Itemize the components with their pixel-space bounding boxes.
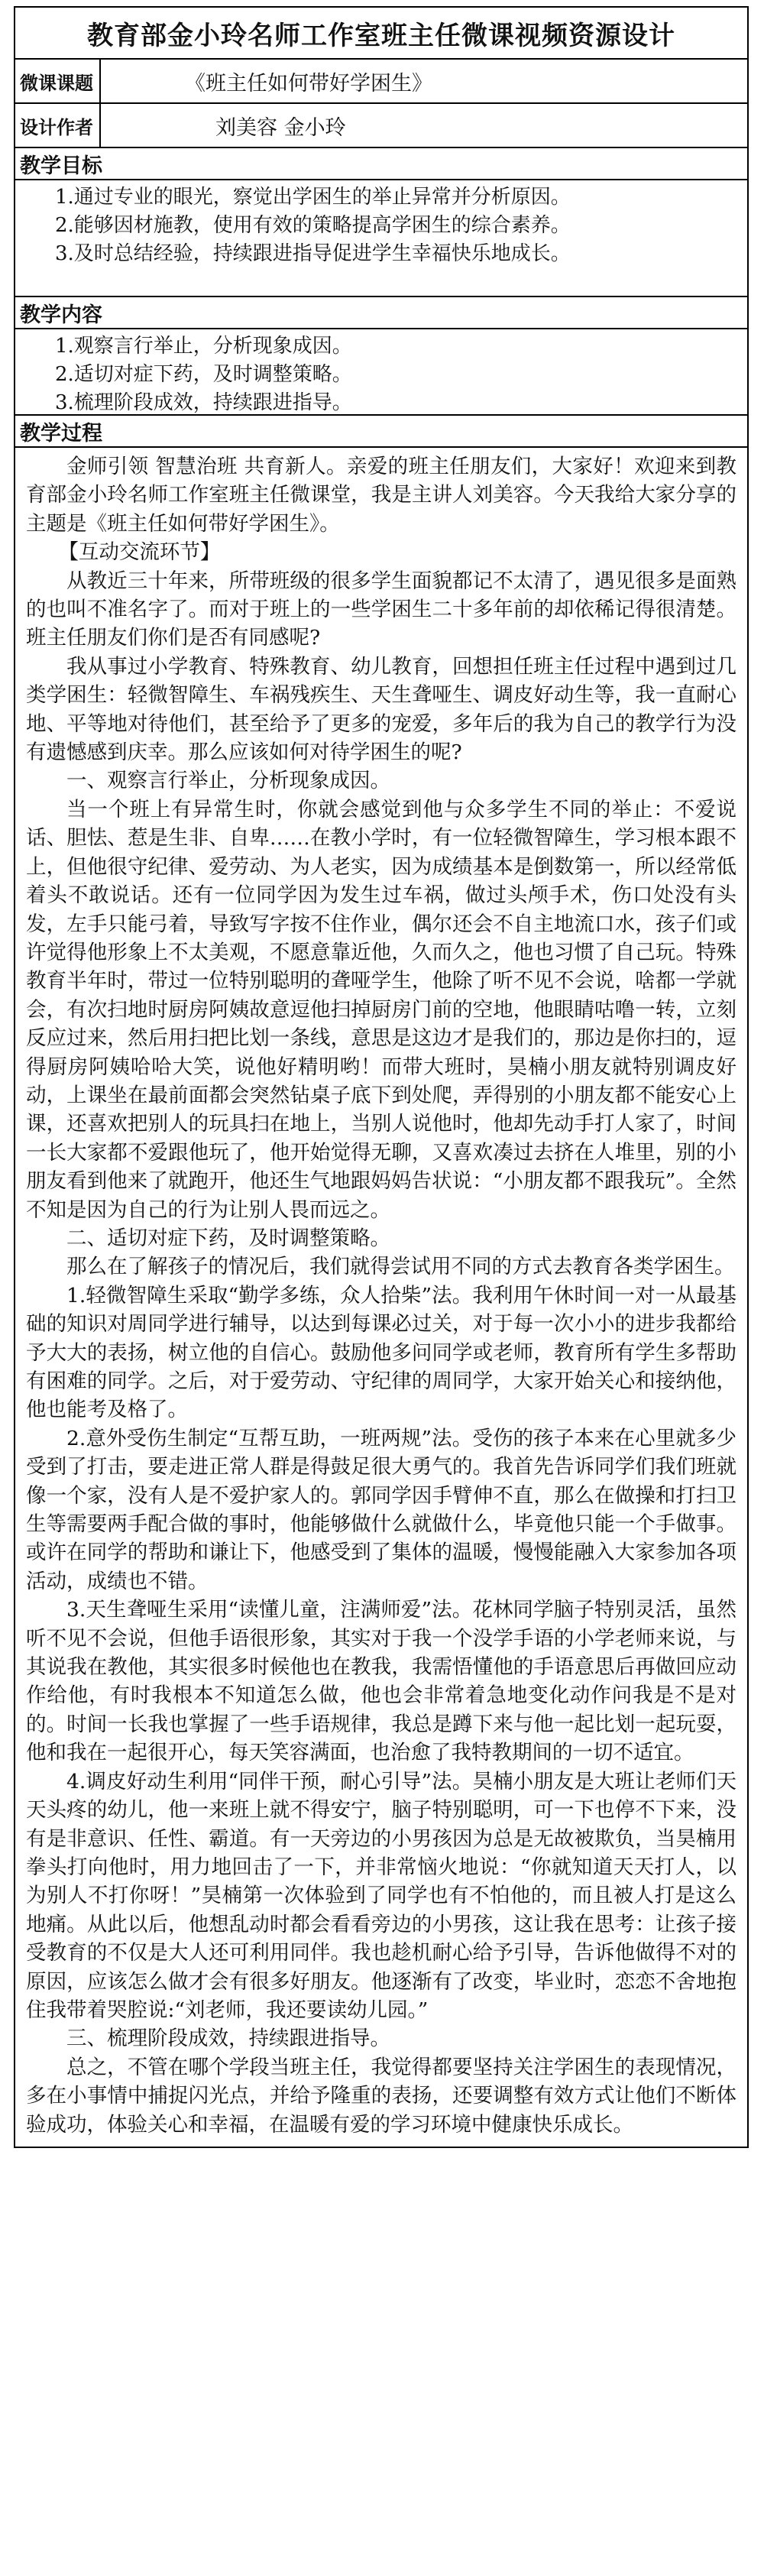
intro-paragraph: 金师引领 智慧治班 共育新人。亲爱的班主任朋友们，大家好！欢迎来到教育部金小玲名师工作室班主任微课堂，我是主讲人刘美容。今天我给大家分享的主题是《班主任如何带好学困生》。: [26, 455, 736, 536]
strategy-paragraph: 1.轻微智障生采取“勤学多练，众人拾柴”法。我利用午休时间一对一从最基础的知识对周同学进行辅导，以达到每课必过关，对于每一次小小的进步我都给予大大的表扬，树立他的自信心。鼓励他多问同学或老师，教育所有学生多帮助有困难的同学。之后，对于爱劳动、守纪律的周同学，大家开始关心和接纳他，他也能考及格了。: [26, 1283, 736, 1422]
content-item: 3.梳理阶段成效，持续跟进指导。: [55, 391, 352, 414]
course-row: [15, 60, 747, 104]
content-list: [15, 329, 747, 422]
goal-item: 2.能够因材施教，使用有效的策略提高学困生的综合素养。: [55, 214, 571, 237]
content-heading: 教学内容: [15, 297, 747, 329]
process-body: [15, 448, 747, 2147]
goals-heading: 教学目标: [15, 148, 747, 180]
strategy-paragraph: 3.天生聋哑生采用“读懂儿童，注满师爱”法。花林同学脑子特别灵活，虽然听不见不会说，但他手语很形象，其实对于我一个没学手语的小学老师来说，与其说我在教他，其实很多时候他也在教我，我需悟懂他的手语意思后再做回应动作给他，有时我根本不知道怎么做，他也会非常着急地变化动作问我是不是对的。时间一长我也掌握了一些手语规律，我总是蹲下来与他一起比划一起玩耍，他和我在一起很开心，每天笑容满面，也治愈了我特教期间的一切不适宜。: [26, 1598, 736, 1765]
content-item: 1.观察言行举止，分析现象成因。: [55, 335, 352, 358]
body-paragraph: 我从事过小学教育、特殊教育、幼儿教育，回想担任班主任过程中遇到过几类学困生：轻微智障生、车祸残疾生、天生聋哑生、调皮好动生等，我一直耐心地、平等地对待他们，甚至给予了更多的宠爱，多年后的我为自己的教学行为没有遗憾感到庆幸。那么应该如何对待学困生的呢?: [26, 654, 736, 765]
body-paragraph: 从教近三十年来，所带班级的很多学生面貌都记不太清了，遇见很多是面熟的也叫不准名字了。而对于班上的一些学困生二十多年前的却依稀记得很清楚。班主任朋友们你们是否有同感呢?: [26, 569, 736, 650]
course-label: 微课课题: [15, 60, 101, 102]
step-heading-strategy: 二、适切对症下药，及时调整策略。: [66, 1226, 390, 1250]
course-value: 《班主任如何带好学困生》: [185, 71, 432, 96]
process-heading: 教学过程: [15, 416, 747, 448]
step-heading-observe: 一、观察言行举止，分析现象成因。: [66, 769, 390, 793]
content-section: [15, 297, 747, 416]
process-section: [15, 416, 747, 2147]
goals-section: [15, 148, 747, 297]
body-paragraph: 当一个班上有异常生时，你就会感觉到他与众多学生不同的举止：不爱说话、胆怯、惹是生非、自卑……在教小学时，有一位轻微智障生，学习根本跟不上，但他很守纪律、爱劳动、为人老实，因为成绩基本是倒数第一，所以经常低着头不敢说话。还有一位同学因为发生过车祸，做过头颅手术，伤口处没有头发，左手只能弓着，导致写字按不住作业，偶尔还会不自主地流口水，孩子们或许觉得他形象上不太美观，不愿意靠近他，久而久之，他也习惯了自己玩。特殊教育半年时，带过一位特别聪明的聋哑学生，他除了听不见不会说，啥都一学就会，有次扫地时厨房阿姨故意逗他扫掉厨房门前的空地，他眼睛咕噜一转，立刻反应过来，然后用扫把比划一条线，意思是这边才是我们的，那边是你扫的，逗得厨房阿姨哈哈大笑，说他好精明哟！而带大班时，昊楠小朋友就特别调皮好动，上课坐在最前面都会突然钻桌子底下到处爬，弄得别的小朋友都不能安心上课，还喜欢把别人的玩具扫在地上，当别人说他时，他却先动手打人家了，时间一长大家都不爱跟他玩了，他开始觉得无聊，又喜欢凑过去挤在人堆里，别的小朋友看到他来了就跑开，他还生气地跟妈妈告状说：“小朋友都不跟我玩”。全然不知是因为自己的行为让别人畏而远之。: [26, 797, 736, 1222]
author-value: 刘美容 金小玲: [215, 115, 346, 140]
content-item: 2.适切对症下药，及时调整策略。: [55, 363, 352, 386]
author-label: 设计作者: [15, 104, 101, 147]
step-heading-summary: 三、梳理阶段成效，持续跟进指导。: [66, 2027, 390, 2051]
goal-item: 1.通过专业的眼光，察觉出学困生的举止异常并分析原因。: [55, 186, 571, 209]
goal-item: 3.及时总结经验，持续跟进指导促进学生幸福快乐地成长。: [55, 242, 571, 265]
goals-list: [15, 180, 747, 273]
author-row: [15, 104, 747, 148]
strategy-paragraph: 2.意外受伤生制定“互帮互助，一班两规”法。受伤的孩子本来在心里就多少受到了打击，要走进正常人群是得鼓足很大勇气的。我首先告诉同学们我们班就像一个家，没有人是不爱护家人的。郭同学因手臂伸不直，那么在做操和打扫卫生等需要两手配合做的事时，他能够做什么就做什么，毕竟他只能一个手做事。或许在同学的帮助和谦让下，他感受到了集体的温暖，慢慢能融入大家参加各项活动，成绩也不错。: [26, 1426, 736, 1593]
design-form: [14, 6, 749, 2148]
conclusion-paragraph: 总之，不管在哪个学段当班主任，我觉得都要坚持关注学困生的表现情况，多在小事情中捕捉闪光点，并给予隆重的表扬，还要调整有效方式让他们不断体验成功，体验关心和幸福，在温暖有爱的学习环境中健康快乐成长。: [26, 2055, 736, 2137]
strategy-paragraph: 4.调皮好动生利用“同伴干预，耐心引导”法。昊楠小朋友是大班让老师们天天头疼的幼儿，他一来班上就不得安宁，脑子特别聪明，可一下也停不下来，没有是非意识、任性、霸道。有一天旁边的小男孩因为总是无故被欺负，当昊楠用拳头打向他时，用力地回击了一下，并非常恼火地说：“你就知道天天打人，以为别人不打你呀！”昊楠第一次体验到了同学也有不怕他的，而且被人打是这么地痛。从此以后，他想乱动时都会看看旁边的小男孩，这让我在思考：让孩子接受教育的不仅是大人还可利用同伴。我也趁机耐心给予引导，告诉他做得不对的原因，应该怎么做才会有很多好朋友。他逐渐有了改变，毕业时，恋恋不舍地抱住我带着哭腔说:“刘老师，我还要读幼儿园。”: [26, 1769, 736, 2022]
document-title: 教育部金小玲名师工作室班主任微课视频资源设计: [15, 8, 747, 60]
interaction-tag: 【互动交流环节】: [58, 540, 221, 565]
body-paragraph: 那么在了解孩子的情况后，我们就得尝试用不同的方式去教育各类学困生。: [66, 1255, 735, 1279]
